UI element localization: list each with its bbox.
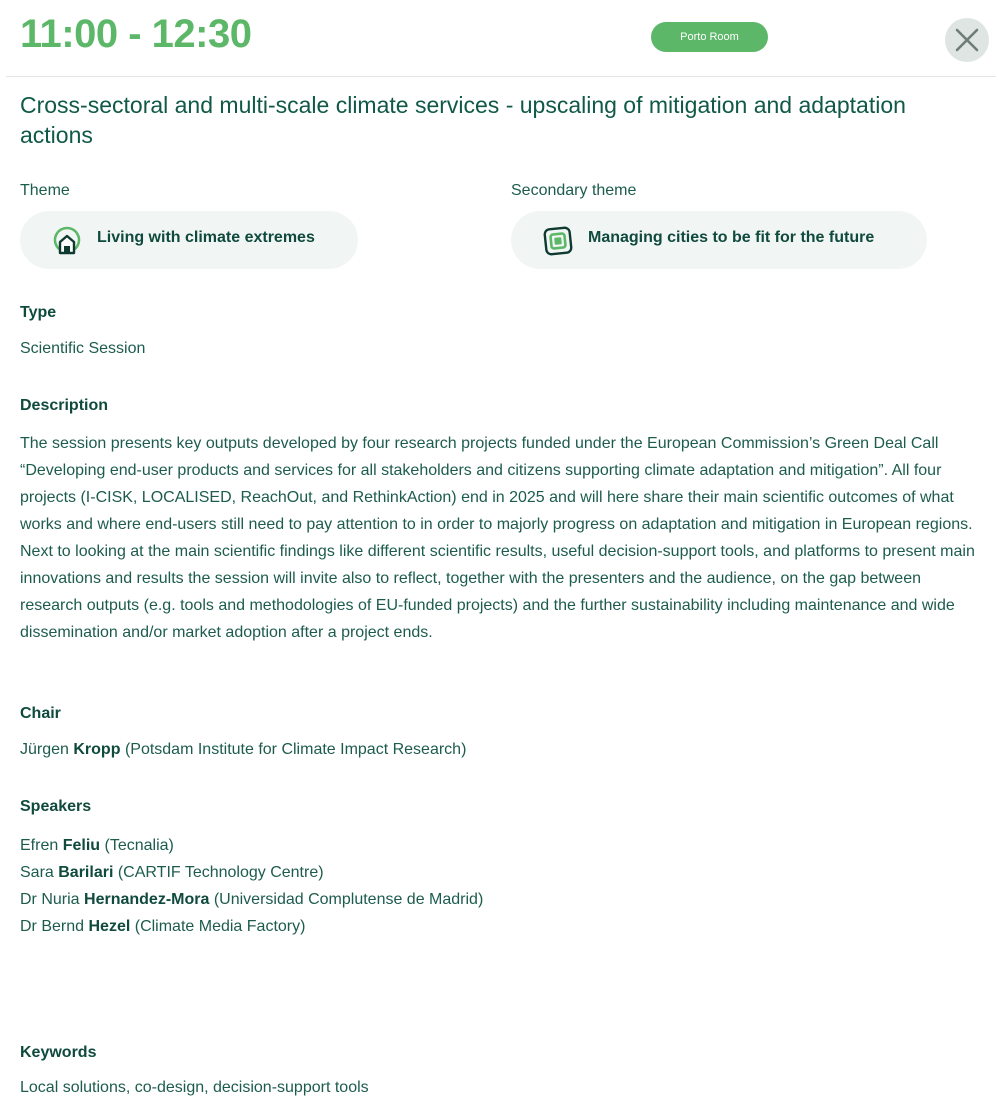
house-shield-icon bbox=[51, 225, 83, 257]
speakers-label: Speakers bbox=[20, 798, 92, 815]
session-description: The session presents key outputs developed by four research projects funded under the European Commission’s Green Deal Call “Developing end-user products and services for all stakeholders and citizens supporting climate adaptation and mitigation”. All four projects (I-CISK, LOCALISED, ReachOut, and RethinkAction) end in 2025 and will here share their main scientific outcomes of what works and where end-users still need to pay attention to in order to majorly progress on adaptation and mitigation in European regions. Next to looking at the main scientific findings like different scientific results, useful decision-support tools, and platforms to present main innovations and results the session will invite also to reflect, together with the presenters and the audience, on the gap between research outputs (e.g. tools and methodologies of EU-funded projects) and the further sustainability including maintenance and wide dissemination and/or market adoption after a project ends. bbox=[20, 435, 975, 641]
description-label: Description bbox=[20, 397, 109, 414]
secondary-theme-label: Secondary theme bbox=[511, 182, 637, 199]
speaker-organization: (Climate Media Factory) bbox=[134, 918, 306, 935]
speaker-first-name: Efren bbox=[20, 837, 59, 854]
type-label: Type bbox=[20, 304, 57, 321]
speaker-first-name: Sara bbox=[20, 864, 54, 881]
chair-person bbox=[20, 741, 466, 759]
speaker-last-name: Barilari bbox=[58, 864, 114, 881]
city-square-icon bbox=[542, 225, 574, 257]
speaker-organization: (Universidad Complutense de Madrid) bbox=[213, 891, 484, 908]
speaker-organization: (CARTIF Technology Centre) bbox=[117, 864, 324, 881]
speaker-first-name: Dr Bernd bbox=[20, 918, 85, 935]
chair-organization: (Potsdam Institute for Climate Impact Research) bbox=[124, 741, 467, 758]
secondary-theme-chip[interactable] bbox=[511, 211, 927, 269]
theme-name: Living with climate extremes bbox=[97, 229, 315, 246]
speaker-last-name: Feliu bbox=[62, 837, 101, 854]
session-title: Cross-sectoral and multi-scale climate services - upscaling of mitigation and adaptation actions bbox=[20, 92, 906, 148]
theme-label: Theme bbox=[20, 182, 70, 199]
header-divider bbox=[6, 76, 996, 77]
close-icon bbox=[945, 18, 989, 62]
speaker-item bbox=[20, 859, 483, 886]
session-header bbox=[0, 0, 998, 76]
speaker-item bbox=[20, 886, 483, 913]
speaker-item bbox=[20, 832, 483, 859]
chair-last-name: Kropp bbox=[73, 741, 121, 758]
session-type: Scientific Session bbox=[20, 340, 146, 357]
secondary-theme-name: Managing cities to be fit for the future bbox=[588, 229, 875, 246]
chair-first-name: Jürgen bbox=[20, 741, 69, 758]
keywords-label: Keywords bbox=[20, 1044, 97, 1061]
close-button[interactable] bbox=[945, 18, 989, 62]
speaker-last-name: Hezel bbox=[88, 918, 131, 935]
speaker-first-name: Dr Nuria bbox=[20, 891, 80, 908]
room-badge[interactable]: Porto Room bbox=[651, 22, 768, 52]
session-time: 11:00 - 12:30 bbox=[20, 12, 252, 56]
speakers-list bbox=[20, 832, 483, 940]
speaker-item bbox=[20, 913, 483, 940]
speaker-organization: (Tecnalia) bbox=[104, 837, 174, 854]
session-keywords: Local solutions, co-design, decision-support tools bbox=[20, 1079, 369, 1096]
speaker-last-name: Hernandez-Mora bbox=[84, 891, 210, 908]
theme-chip[interactable] bbox=[20, 211, 358, 269]
chair-label: Chair bbox=[20, 705, 61, 722]
